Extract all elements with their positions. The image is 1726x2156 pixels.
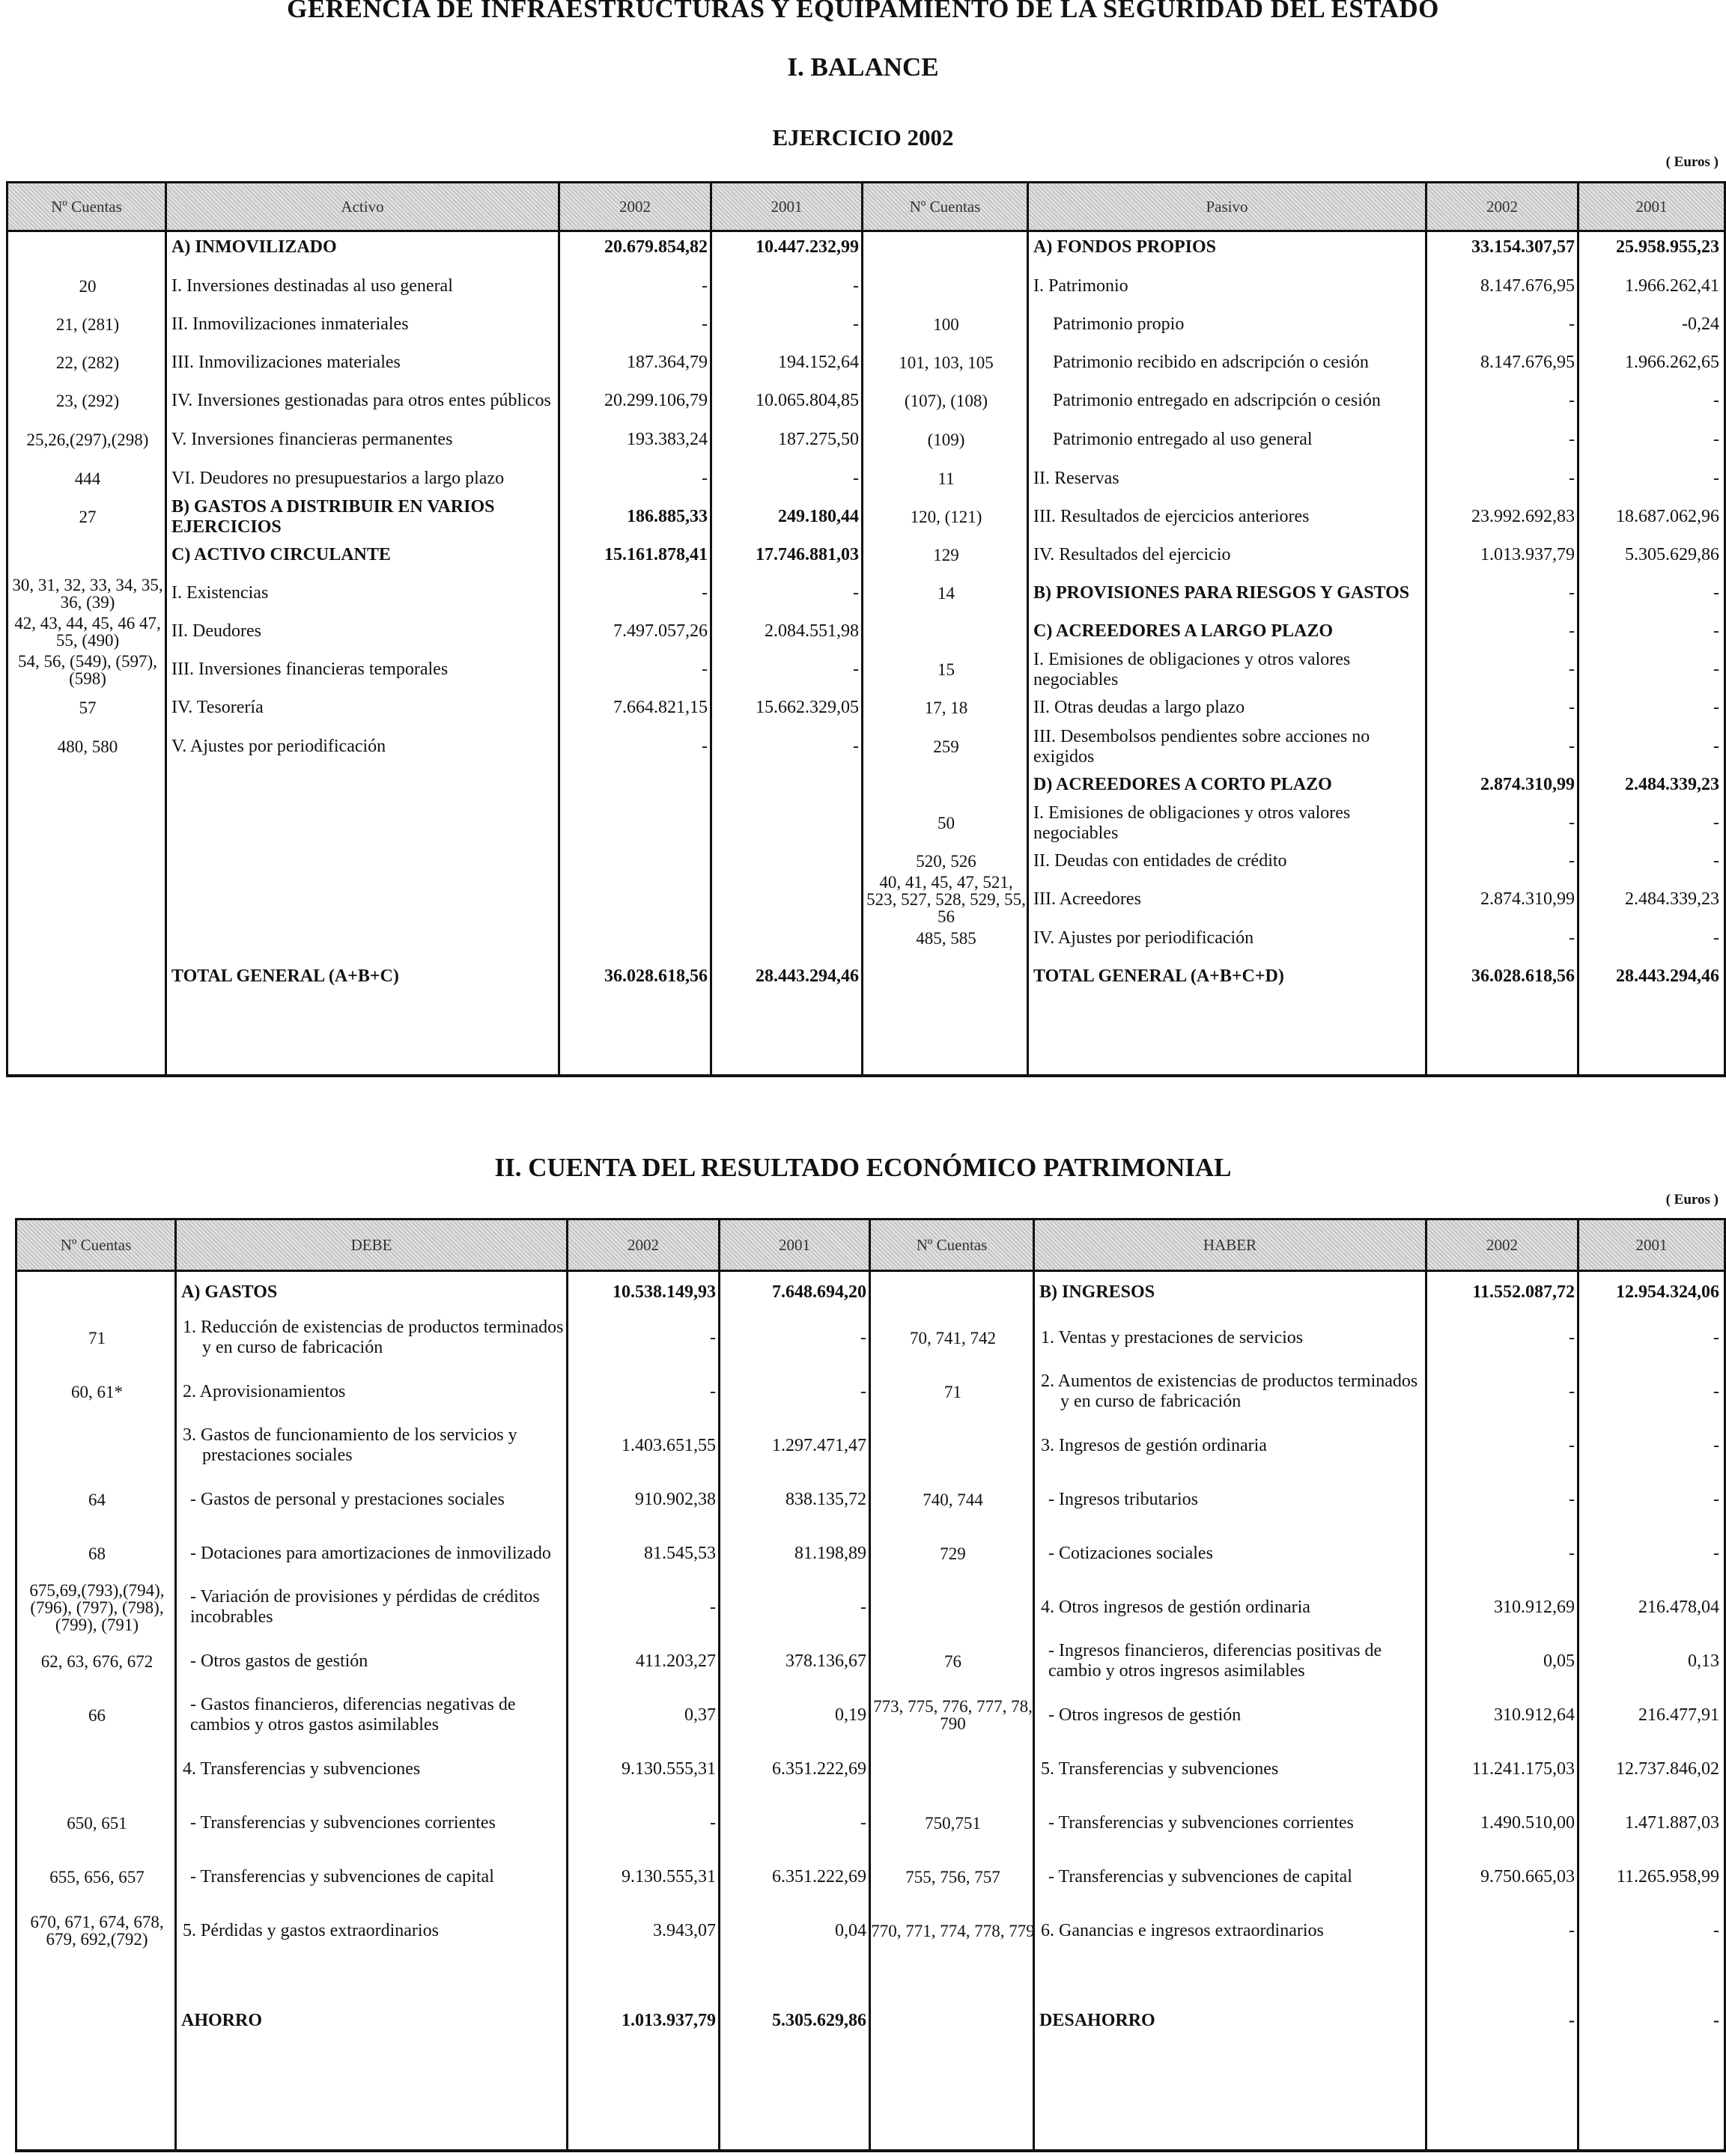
bal-cuenta-activo: 27 [79, 508, 97, 526]
bal-pasivo-label: Patrimonio entregado en adscripción o cesión [1053, 391, 1381, 410]
bal-pasivo-label: C) ACREEDORES A LARGO PLAZO [1033, 621, 1334, 641]
bal-activo-2002: 193.383,24 [627, 430, 708, 449]
bal-activo-label: B) GASTOS A DISTRIBUIR EN VARIOS EJERCICIOS [171, 496, 495, 537]
res-debe-2001: 81.198,89 [794, 1543, 866, 1563]
balance-row [8, 728, 1724, 766]
col-header-activo-2002: 2002 [560, 183, 712, 230]
balance-row [8, 498, 1724, 536]
bal-pasivo-label: Patrimonio entregado al uso general [1053, 430, 1313, 449]
res-haber-2001: - [1713, 1381, 1719, 1401]
bal-activo-2001: 17.746.881,03 [756, 545, 859, 564]
res-haber-2002: - [1569, 1327, 1575, 1348]
bal-activo-2001: 2.084.551,98 [765, 621, 859, 641]
bal-pasivo-label: D) ACREEDORES A CORTO PLAZO [1033, 775, 1332, 794]
res-cuenta-debe: 62, 63, 676, 672 [40, 1651, 154, 1671]
bal-pasivo-label: Patrimonio recibido en adscripción o cesión [1053, 353, 1369, 372]
res-cuenta-haber: 71 [944, 1382, 961, 1401]
bal-activo-label: TOTAL GENERAL (A+B+C) [171, 966, 399, 986]
res-haber-2002: 9.750.665,03 [1480, 1866, 1575, 1886]
balance-row [8, 382, 1724, 420]
bal-pasivo-2002: - [1569, 430, 1575, 449]
res-haber-label: - Ingresos tributarios [1048, 1489, 1198, 1509]
bal-pasivo-2001: - [1713, 660, 1719, 679]
res-haber-label: 5. Transferencias y subvenciones [1041, 1758, 1279, 1779]
bal-activo-2001: 10.447.232,99 [756, 237, 859, 257]
res-haber-label: 4. Otros ingresos de gestión ordinaria [1041, 1597, 1310, 1617]
res-haber-2001: - [1713, 1489, 1719, 1509]
bal-pasivo-2002: - [1569, 737, 1575, 756]
balance-row [8, 344, 1724, 382]
bal-activo-2001: 10.065.804,85 [756, 391, 859, 410]
balance-row [8, 957, 1724, 996]
resultado-row [17, 1473, 1724, 1526]
res-debe-2002: 1.013.937,79 [622, 2010, 716, 2030]
resultado-row [17, 1964, 1724, 2077]
res-haber-2002: - [1569, 1920, 1575, 1940]
bal-cuenta-activo: 480, 580 [57, 737, 118, 756]
bal-pasivo-2002: 36.028.618,56 [1471, 966, 1575, 986]
balance-row [8, 766, 1724, 804]
res-haber-2001: - [1713, 1327, 1719, 1348]
bal-pasivo-label: A) FONDOS PROPIOS [1033, 237, 1217, 257]
res-debe-2002: 10.538.149,93 [613, 1282, 716, 1302]
bal-cuenta-activo: 20 [79, 277, 97, 296]
bal-activo-2002: - [702, 314, 708, 334]
bal-pasivo-2001: 18.687.062,96 [1616, 507, 1719, 526]
balance-row [8, 305, 1724, 344]
res-debe-label: - Transferencias y subvenciones de capital [190, 1866, 494, 1886]
res-cuenta-debe: 71 [88, 1328, 106, 1348]
bal-pasivo-2001: - [1713, 391, 1719, 410]
bal-activo-label: C) ACTIVO CIRCULANTE [171, 545, 391, 564]
bal-activo-label: III. Inversiones financieras temporales [171, 660, 449, 679]
balance-row [8, 574, 1724, 612]
bal-activo-2002: 7.497.057,26 [613, 621, 708, 641]
res-cuenta-debe: 675,69,(793),(794), (796), (797), (798), (799), (791) [29, 1580, 165, 1634]
res-debe-2001: - [860, 1327, 866, 1348]
res-debe-label: A) GASTOS [181, 1282, 278, 1302]
res-debe-2002: 910.902,38 [635, 1489, 716, 1509]
bal-activo-2002: 186.885,33 [627, 507, 708, 526]
bal-pasivo-2001: - [1713, 737, 1719, 756]
col-header-cuentas-haber: Nº Cuentas [871, 1220, 1035, 1270]
res-debe-2002: - [710, 1327, 716, 1348]
balance-row [8, 421, 1724, 459]
bal-activo-label: A) INMOVILIZADO [171, 237, 337, 257]
bal-activo-label: III. Inmovilizaciones materiales [171, 353, 401, 372]
bal-activo-2002: - [702, 660, 708, 679]
resultado-row [17, 1270, 1724, 1315]
bal-pasivo-2002: 33.154.307,57 [1471, 237, 1575, 257]
bal-activo-label: I. Existencias [171, 583, 269, 603]
bal-activo-2002: - [702, 583, 708, 603]
bal-activo-label: II. Deudores [171, 621, 261, 641]
bal-activo-2002: 36.028.618,56 [604, 966, 708, 986]
col-header-haber: HABER [1035, 1220, 1427, 1270]
res-haber-2002: 310.912,64 [1494, 1705, 1575, 1725]
bal-activo-2002: 15.161.878,41 [604, 545, 708, 564]
res-haber-label: - Transferencias y subvenciones corrientes [1048, 1812, 1354, 1833]
col-header-pasivo-2001: 2001 [1579, 183, 1724, 230]
fiscal-year-title: EJERCICIO 2002 [772, 124, 954, 150]
res-cuenta-debe: 64 [88, 1490, 106, 1509]
resultado-row [17, 1581, 1724, 1633]
bal-pasivo-2001: - [1713, 430, 1719, 449]
res-haber-label: - Cotizaciones sociales [1048, 1543, 1213, 1563]
bal-cuenta-pasivo: 485, 585 [916, 929, 976, 948]
res-debe-label: - Gastos financieros, diferencias negativas de cambios y otros gastos asimilables [190, 1695, 516, 1735]
bal-pasivo-2001: - [1713, 851, 1719, 871]
col-header-haber-2001: 2001 [1579, 1220, 1724, 1270]
resultado-units-label: ( Euros ) [1665, 1192, 1719, 1208]
bal-pasivo-2001: - [1713, 469, 1719, 488]
bal-activo-2002: 20.679.854,82 [604, 237, 708, 257]
resultado-section-title: II. CUENTA DEL RESULTADO ECONÓMICO PATRIMONIAL [494, 1153, 1232, 1182]
bal-pasivo-2002: - [1569, 621, 1575, 641]
col-header-haber-2002: 2002 [1427, 1220, 1579, 1270]
res-haber-2001: 216.477,91 [1638, 1705, 1719, 1725]
col-header-activo: Activo [167, 183, 560, 230]
resultado-row [17, 1689, 1724, 1741]
balance-row [8, 536, 1724, 574]
res-debe-label: - Otros gastos de gestión [190, 1651, 368, 1671]
res-debe-label: 4. Transferencias y subvenciones [183, 1758, 421, 1779]
bal-cuenta-pasivo: 40, 41, 45, 47, 521, 523, 527, 528, 529, 55, 56 [866, 873, 1026, 926]
res-haber-label: DESAHORRO [1039, 2010, 1155, 2030]
bal-activo-2001: 187.275,50 [778, 430, 859, 449]
bal-pasivo-label: I. Emisiones de obligaciones y otros valores negociables [1033, 649, 1351, 689]
bal-cuenta-activo: 57 [79, 698, 97, 717]
res-haber-2002: - [1569, 2010, 1575, 2030]
bal-activo-2001: 15.662.329,05 [756, 698, 859, 717]
bal-pasivo-2002: - [1569, 314, 1575, 334]
bal-cuenta-pasivo: 101, 103, 105 [899, 353, 994, 372]
bal-activo-2002: 20.299.106,79 [604, 391, 708, 410]
res-debe-label: - Dotaciones para amortizaciones de inmovilizado [190, 1543, 551, 1563]
bal-activo-label: II. Inmovilizaciones inmateriales [171, 314, 409, 334]
bal-cuenta-activo: 25,26,(297),(298) [26, 430, 149, 449]
res-cuenta-debe: 670, 671, 674, 678, 679, 692,(792) [30, 1913, 164, 1949]
resultado-row [17, 1312, 1724, 1364]
bal-pasivo-2001: 2.484.339,23 [1625, 889, 1719, 909]
res-haber-2001: 1.471.887,03 [1625, 1812, 1719, 1833]
bal-cuenta-pasivo: 11 [938, 469, 955, 488]
res-debe-2001: - [860, 1381, 866, 1401]
res-haber-2001: 12.737.846,02 [1616, 1758, 1719, 1779]
bal-activo-label: I. Inversiones destinadas al uso general [171, 276, 453, 296]
balance-header-row [8, 183, 1724, 232]
res-haber-2002: - [1569, 1489, 1575, 1509]
bal-activo-2001: - [853, 469, 859, 488]
bal-activo-2002: - [702, 276, 708, 296]
col-header-debe-2001: 2001 [720, 1220, 871, 1270]
bal-cuenta-activo: 23, (292) [55, 392, 120, 410]
bal-pasivo-2002: - [1569, 660, 1575, 679]
res-cuenta-haber: 76 [944, 1651, 961, 1671]
col-header-cuentas-pasivo: Nº Cuentas [863, 183, 1029, 230]
col-header-activo-2001: 2001 [712, 183, 863, 230]
bal-cuenta-pasivo: 17, 18 [924, 698, 968, 717]
resultado-table [15, 1218, 1726, 2152]
bal-pasivo-label: II. Deudas con entidades de crédito [1033, 851, 1287, 871]
resultado-row [17, 1365, 1724, 1418]
bal-activo-2001: 249.180,44 [778, 507, 859, 526]
res-debe-label: - Gastos de personal y prestaciones sociales [190, 1489, 505, 1509]
bal-pasivo-2001: 2.484.339,23 [1625, 775, 1719, 794]
res-haber-2001: - [1713, 1543, 1719, 1563]
bal-pasivo-2002: - [1569, 698, 1575, 717]
res-haber-2002: - [1569, 1543, 1575, 1563]
bal-cuenta-pasivo: 50 [938, 814, 955, 832]
bal-cuenta-pasivo: 129 [933, 546, 959, 564]
bal-cuenta-pasivo: 259 [933, 737, 959, 756]
col-header-pasivo-2002: 2002 [1427, 183, 1579, 230]
res-debe-2002: 3.943,07 [653, 1920, 716, 1940]
bal-activo-label: VI. Deudores no presupuestarios a largo plazo [171, 469, 505, 488]
res-cuenta-debe: 66 [88, 1705, 106, 1725]
col-header-debe: DEBE [177, 1220, 568, 1270]
res-haber-label: - Otros ingresos de gestión [1048, 1705, 1242, 1725]
bal-pasivo-2002: - [1569, 813, 1575, 832]
bal-pasivo-2001: - [1713, 583, 1719, 603]
balance-row [8, 612, 1724, 651]
res-debe-2002: - [710, 1812, 716, 1833]
res-debe-2002: - [710, 1381, 716, 1401]
bal-pasivo-2002: 2.874.310,99 [1480, 889, 1575, 909]
resultado-header-row [17, 1220, 1724, 1272]
bal-pasivo-2001: - [1713, 621, 1719, 641]
bal-pasivo-label: II. Reservas [1033, 469, 1119, 488]
bal-activo-label: IV. Inversiones gestionadas para otros entes públicos [171, 391, 551, 410]
bal-activo-label: V. Ajustes por periodificación [171, 737, 386, 756]
balance-row [8, 460, 1724, 498]
res-debe-2002: 411.203,27 [635, 1651, 716, 1671]
res-debe-2001: 838.135,72 [785, 1489, 866, 1509]
bal-pasivo-2002: 23.992.692,83 [1471, 507, 1575, 526]
res-cuenta-debe: 655, 656, 657 [49, 1867, 145, 1886]
organization-title: GERENCIA DE INFRAESTRUCTURAS Y EQUIPAMIENTO DE LA SEGURIDAD DEL ESTADO [287, 0, 1439, 23]
res-haber-label: 3. Ingresos de gestión ordinaria [1041, 1435, 1267, 1455]
balance-row [8, 651, 1724, 689]
res-cuenta-haber: 755, 756, 757 [905, 1867, 1000, 1886]
res-debe-2002: 1.403.651,55 [622, 1435, 716, 1455]
resultado-row [17, 1527, 1724, 1580]
res-haber-2001: 0,13 [1688, 1651, 1719, 1671]
bal-activo-2001: - [853, 737, 859, 756]
bal-activo-label: IV. Tesorería [171, 698, 264, 717]
bal-pasivo-2001: 28.443.294,46 [1616, 966, 1719, 986]
res-haber-2002: 11.552.087,72 [1472, 1282, 1575, 1302]
bal-activo-2001: - [853, 660, 859, 679]
bal-cuenta-activo: 22, (282) [55, 353, 120, 372]
res-debe-2002: 0,37 [684, 1705, 716, 1725]
bal-cuenta-pasivo: 15 [938, 660, 955, 679]
res-haber-2001: - [1713, 1435, 1719, 1455]
res-debe-2002: 9.130.555,31 [622, 1758, 716, 1779]
bal-cuenta-pasivo: 100 [933, 315, 959, 334]
bal-pasivo-label: I. Patrimonio [1033, 276, 1128, 296]
bal-pasivo-label: IV. Resultados del ejercicio [1033, 545, 1231, 564]
bal-cuenta-pasivo: (109) [927, 430, 965, 449]
bal-activo-2002: 7.664.821,15 [613, 698, 708, 717]
res-debe-label: 2. Aprovisionamientos [183, 1381, 346, 1401]
col-header-cuentas-debe: Nº Cuentas [17, 1220, 177, 1270]
bal-pasivo-label: III. Resultados de ejercicios anteriores [1033, 507, 1310, 526]
balance-row [8, 689, 1724, 727]
balance-section-title: I. BALANCE [787, 52, 939, 82]
bal-cuenta-activo: 42, 43, 44, 45, 46 47, 55, (490) [14, 613, 161, 650]
bal-pasivo-label: TOTAL GENERAL (A+B+C+D) [1033, 966, 1284, 986]
bal-activo-2001: - [853, 276, 859, 296]
bal-pasivo-label: I. Emisiones de obligaciones y otros valores negociables [1033, 803, 1351, 843]
bal-pasivo-2001: 5.305.629,86 [1625, 545, 1719, 564]
res-haber-label: 6. Ganancias e ingresos extraordinarios [1041, 1920, 1324, 1940]
res-debe-2001: 0,04 [835, 1920, 866, 1940]
bal-activo-2001: 194.152,64 [778, 353, 859, 372]
balance-row [8, 873, 1724, 926]
res-debe-2001: - [860, 1597, 866, 1617]
resultado-row [17, 1635, 1724, 1687]
bal-cuenta-pasivo: 520, 526 [916, 852, 976, 871]
resultado-row [17, 1797, 1724, 1849]
res-debe-label: 3. Gastos de funcionamiento de los servicios y prestaciones sociales [183, 1425, 517, 1465]
resultado-row [17, 1851, 1724, 1903]
bal-activo-label: V. Inversiones financieras permanentes [171, 430, 453, 449]
res-debe-2001: 6.351.222,69 [772, 1758, 866, 1779]
bal-pasivo-label: B) PROVISIONES PARA RIESGOS Y GASTOS [1033, 583, 1410, 603]
res-debe-label: AHORRO [181, 2010, 262, 2030]
res-debe-2002: - [710, 1597, 716, 1617]
bal-activo-2002: - [702, 737, 708, 756]
res-haber-2002: - [1569, 1435, 1575, 1455]
res-debe-2001: 1.297.471,47 [772, 1435, 866, 1455]
bal-cuenta-pasivo: 120, (121) [910, 508, 982, 526]
res-haber-label: - Transferencias y subvenciones de capital [1048, 1866, 1352, 1886]
res-haber-2002: 0,05 [1543, 1651, 1575, 1671]
col-header-debe-2002: 2002 [568, 1220, 720, 1270]
bal-pasivo-label: II. Otras deudas a largo plazo [1033, 698, 1245, 717]
res-cuenta-haber: 750,751 [925, 1813, 981, 1833]
bal-pasivo-2001: - [1713, 813, 1719, 832]
bal-cuenta-activo: 21, (281) [55, 315, 120, 334]
bal-pasivo-2001: 25.958.955,23 [1616, 237, 1719, 257]
bal-pasivo-2002: - [1569, 469, 1575, 488]
res-haber-2001: - [1713, 2010, 1719, 2030]
res-haber-2002: - [1569, 1381, 1575, 1401]
res-haber-label: 2. Aumentos de existencias de productos terminados y en curso de fabricación [1041, 1371, 1418, 1411]
res-debe-2001: 5.305.629,86 [772, 2010, 866, 2030]
res-cuenta-debe: 60, 61* [71, 1382, 123, 1401]
bal-pasivo-label: III. Acreedores [1033, 889, 1141, 909]
balance-row [8, 228, 1724, 267]
res-haber-2001: - [1713, 1920, 1719, 1940]
bal-pasivo-2001: 1.966.262,65 [1625, 353, 1719, 372]
res-cuenta-debe: 650, 651 [67, 1813, 127, 1833]
res-haber-2001: 216.478,04 [1638, 1597, 1719, 1617]
bal-activo-2002: 187.364,79 [627, 353, 708, 372]
bal-pasivo-2001: 1.966.262,41 [1625, 276, 1719, 296]
balance-units-label: ( Euros ) [1665, 154, 1719, 170]
res-cuenta-haber: 770, 771, 774, 778, 779 [871, 1921, 1035, 1940]
bal-pasivo-2002: - [1569, 928, 1575, 948]
bal-cuenta-activo: 54, 56, (549), (597), (598) [18, 651, 157, 688]
bal-pasivo-2002: 1.013.937,79 [1480, 545, 1575, 564]
bal-pasivo-2002: 8.147.676,95 [1480, 276, 1575, 296]
balance-row [8, 267, 1724, 305]
res-debe-2002: 9.130.555,31 [622, 1866, 716, 1886]
bal-activo-2002: - [702, 469, 708, 488]
bal-pasivo-2001: - [1713, 928, 1719, 948]
bal-pasivo-2002: - [1569, 583, 1575, 603]
res-cuenta-haber: 729 [940, 1544, 966, 1563]
balance-table [6, 181, 1726, 1077]
res-debe-label: - Variación de provisiones y pérdidas de créditos incobrables [190, 1587, 540, 1627]
res-cuenta-haber: 740, 744 [923, 1490, 983, 1509]
bal-pasivo-label: IV. Ajustes por periodificación [1033, 928, 1254, 948]
res-debe-label: 5. Pérdidas y gastos extraordinarios [183, 1920, 439, 1940]
bal-pasivo-2002: 8.147.676,95 [1480, 353, 1575, 372]
bal-pasivo-2002: - [1569, 391, 1575, 410]
balance-row [8, 804, 1724, 842]
res-debe-label: - Transferencias y subvenciones corrientes [190, 1812, 496, 1833]
bal-cuenta-activo: 444 [74, 469, 101, 488]
res-haber-2002: 310.912,69 [1494, 1597, 1575, 1617]
res-haber-label: 1. Ventas y prestaciones de servicios [1041, 1327, 1304, 1348]
col-header-cuentas: Nº Cuentas [8, 183, 167, 230]
balance-row [8, 919, 1724, 957]
res-debe-2001: 378.136,67 [785, 1651, 866, 1671]
resultado-row [17, 1419, 1724, 1472]
bal-activo-2001: - [853, 583, 859, 603]
res-debe-2001: 7.648.694,20 [772, 1282, 866, 1302]
res-debe-2001: - [860, 1812, 866, 1833]
res-haber-2002: 1.490.510,00 [1480, 1812, 1575, 1833]
resultado-row [17, 1904, 1724, 1957]
bal-pasivo-2001: - [1713, 698, 1719, 717]
res-debe-label: 1. Reducción de existencias de productos terminados y en curso de fabricación [183, 1318, 564, 1357]
res-haber-2001: 11.265.958,99 [1616, 1866, 1719, 1886]
res-haber-label: B) INGRESOS [1039, 1282, 1155, 1302]
col-header-pasivo: Pasivo [1029, 183, 1427, 230]
res-debe-2001: 0,19 [835, 1705, 866, 1725]
res-cuenta-haber: 773, 775, 776, 777, 78, 790 [873, 1697, 1033, 1733]
bal-activo-2001: 28.443.294,46 [756, 966, 859, 986]
bal-cuenta-pasivo: (107), (108) [904, 392, 988, 410]
res-haber-2001: 12.954.324,06 [1616, 1282, 1719, 1302]
bal-cuenta-pasivo: 14 [938, 584, 955, 603]
res-cuenta-haber: 70, 741, 742 [910, 1328, 996, 1348]
bal-pasivo-2002: - [1569, 851, 1575, 871]
bal-cuenta-activo: 30, 31, 32, 33, 34, 35, 36, (39) [12, 575, 163, 612]
res-debe-2001: 6.351.222,69 [772, 1866, 866, 1886]
res-debe-2002: 81.545,53 [644, 1543, 716, 1563]
res-haber-label: - Ingresos financieros, diferencias positivas de cambio y otros ingresos asimilables [1048, 1641, 1382, 1681]
resultado-row [17, 1743, 1724, 1795]
res-cuenta-debe: 68 [88, 1544, 106, 1563]
bal-pasivo-label: III. Desembolsos pendientes sobre acciones no exigidos [1033, 726, 1370, 767]
res-haber-2002: 11.241.175,03 [1471, 1758, 1575, 1779]
bal-pasivo-label: Patrimonio propio [1053, 314, 1185, 334]
bal-pasivo-2001: -0,24 [1682, 314, 1719, 334]
bal-activo-2001: - [853, 314, 859, 334]
bal-pasivo-2002: 2.874.310,99 [1480, 775, 1575, 794]
